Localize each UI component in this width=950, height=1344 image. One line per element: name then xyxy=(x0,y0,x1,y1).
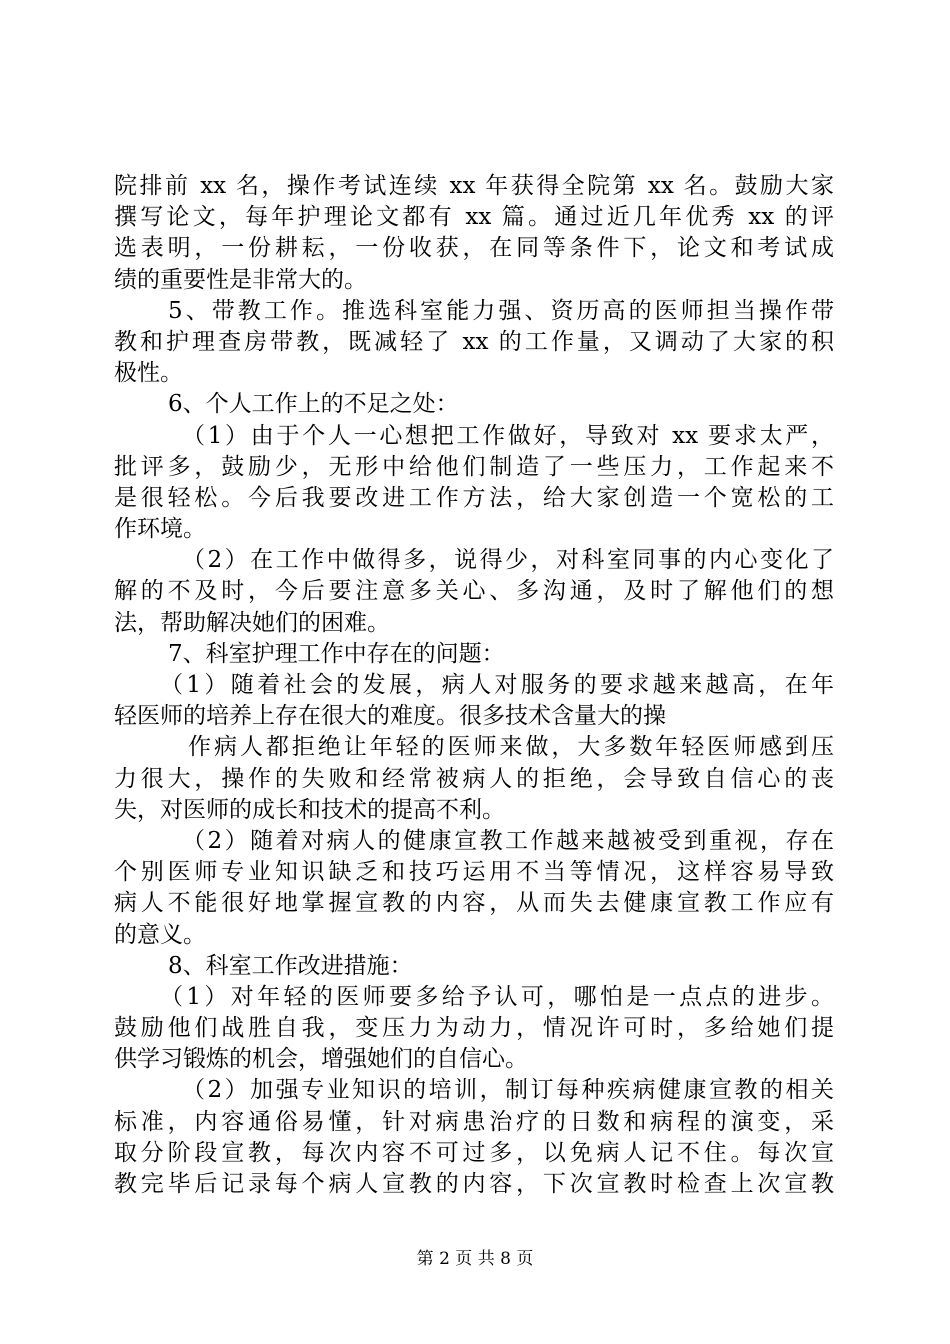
text-line: 供学习锻炼的机会，增强她们的自信心。 xyxy=(114,1046,528,1073)
text-line: 5、带教工作。推选科室能力强、资历高的医师担当操作带 xyxy=(168,297,834,324)
text-line: （2）加强专业知识的培训，制订每种疾病健康宣教的相关 xyxy=(182,1077,834,1104)
section-heading: 8、科室工作改进措施： xyxy=(168,952,413,979)
text-line: 撰写论文，每年护理论文都有 xx 篇。通过近几年优秀 xx 的评 xyxy=(114,204,834,231)
text-line: 法，帮助解决她们的困难。 xyxy=(114,609,390,636)
text-line: （2）随着对病人的健康宣教工作越来越被受到重视，存在 xyxy=(182,827,834,854)
page-number-footer: 第 2 页 共 8 页 xyxy=(416,1249,534,1269)
text-line: 极性。 xyxy=(114,360,183,387)
text-line: 是很轻松。今后我要改进工作方法，给大家创造一个宽松的工 xyxy=(114,484,834,511)
text-line: 院排前 xx 名，操作考试连续 xx 年获得全院第 xx 名。鼓励大家 xyxy=(114,173,834,199)
text-line: （2）在工作中做得多，说得少，对科室同事的内心变化了 xyxy=(182,547,834,574)
text-line: 病人不能很好地掌握宣教的内容，从而失去健康宣教工作应有 xyxy=(114,890,834,917)
text-line: 鼓励他们战胜自我，变压力为动力，情况许可时，多给她们提 xyxy=(114,1015,834,1042)
text-line: 标准，内容通俗易懂，针对病患治疗的日数和病程的演变，采 xyxy=(114,1108,834,1135)
text-line: 选表明，一份耕耘，一份收获，在同等条件下，论文和考试成 xyxy=(114,235,834,262)
text-line: 作病人都拒绝让年轻的医师来做，大多数年轻医师感到压 xyxy=(188,734,834,761)
section-heading: 7、科室护理工作中存在的问题： xyxy=(168,640,505,667)
text-line: 绩的重要性是非常大的。 xyxy=(114,266,367,293)
text-line: 失，对医师的成长和技术的提高不利。 xyxy=(114,796,505,823)
text-line: 教和护理查房带教，既减轻了 xx 的工作量，又调动了大家的积 xyxy=(114,328,834,355)
text-line: 取分阶段宣教，每次内容不可过多，以免病人记不住。每次宣 xyxy=(114,1139,834,1166)
text-line: 教完毕后记录每个病人宣教的内容，下次宣教时检查上次宣教 xyxy=(114,1171,834,1197)
text-line: 个别医师专业知识缺乏和技巧运用不当等情况，这样容易导致 xyxy=(114,859,834,886)
text-line: 力很大，操作的失败和经常被病人的拒绝，会导致自信心的丧 xyxy=(114,765,834,792)
text-line: 解的不及时，今后要注意多关心、多沟通，及时了解他们的想 xyxy=(114,578,834,605)
text-line: （1）对年轻的医师要多给予认可，哪怕是一点点的进步。 xyxy=(160,983,834,1010)
text-line: （1）随着社会的发展，病人对服务的要求越来越高，在年 xyxy=(160,672,834,698)
document-body xyxy=(114,171,834,1200)
text-line: （1）由于个人一心想把工作做好，导致对 xx 要求太严， xyxy=(182,422,834,449)
text-line: 批评多，鼓励少，无形中给他们制造了一些压力，工作起来不 xyxy=(114,453,834,480)
text-line: 轻医师的培养上存在很大的难度。很多技术含量大的操 xyxy=(114,703,666,730)
text-line: 的意义。 xyxy=(114,921,206,948)
section-heading: 6、个人工作上的不足之处： xyxy=(168,391,459,418)
text-line: 作环境。 xyxy=(114,516,206,543)
